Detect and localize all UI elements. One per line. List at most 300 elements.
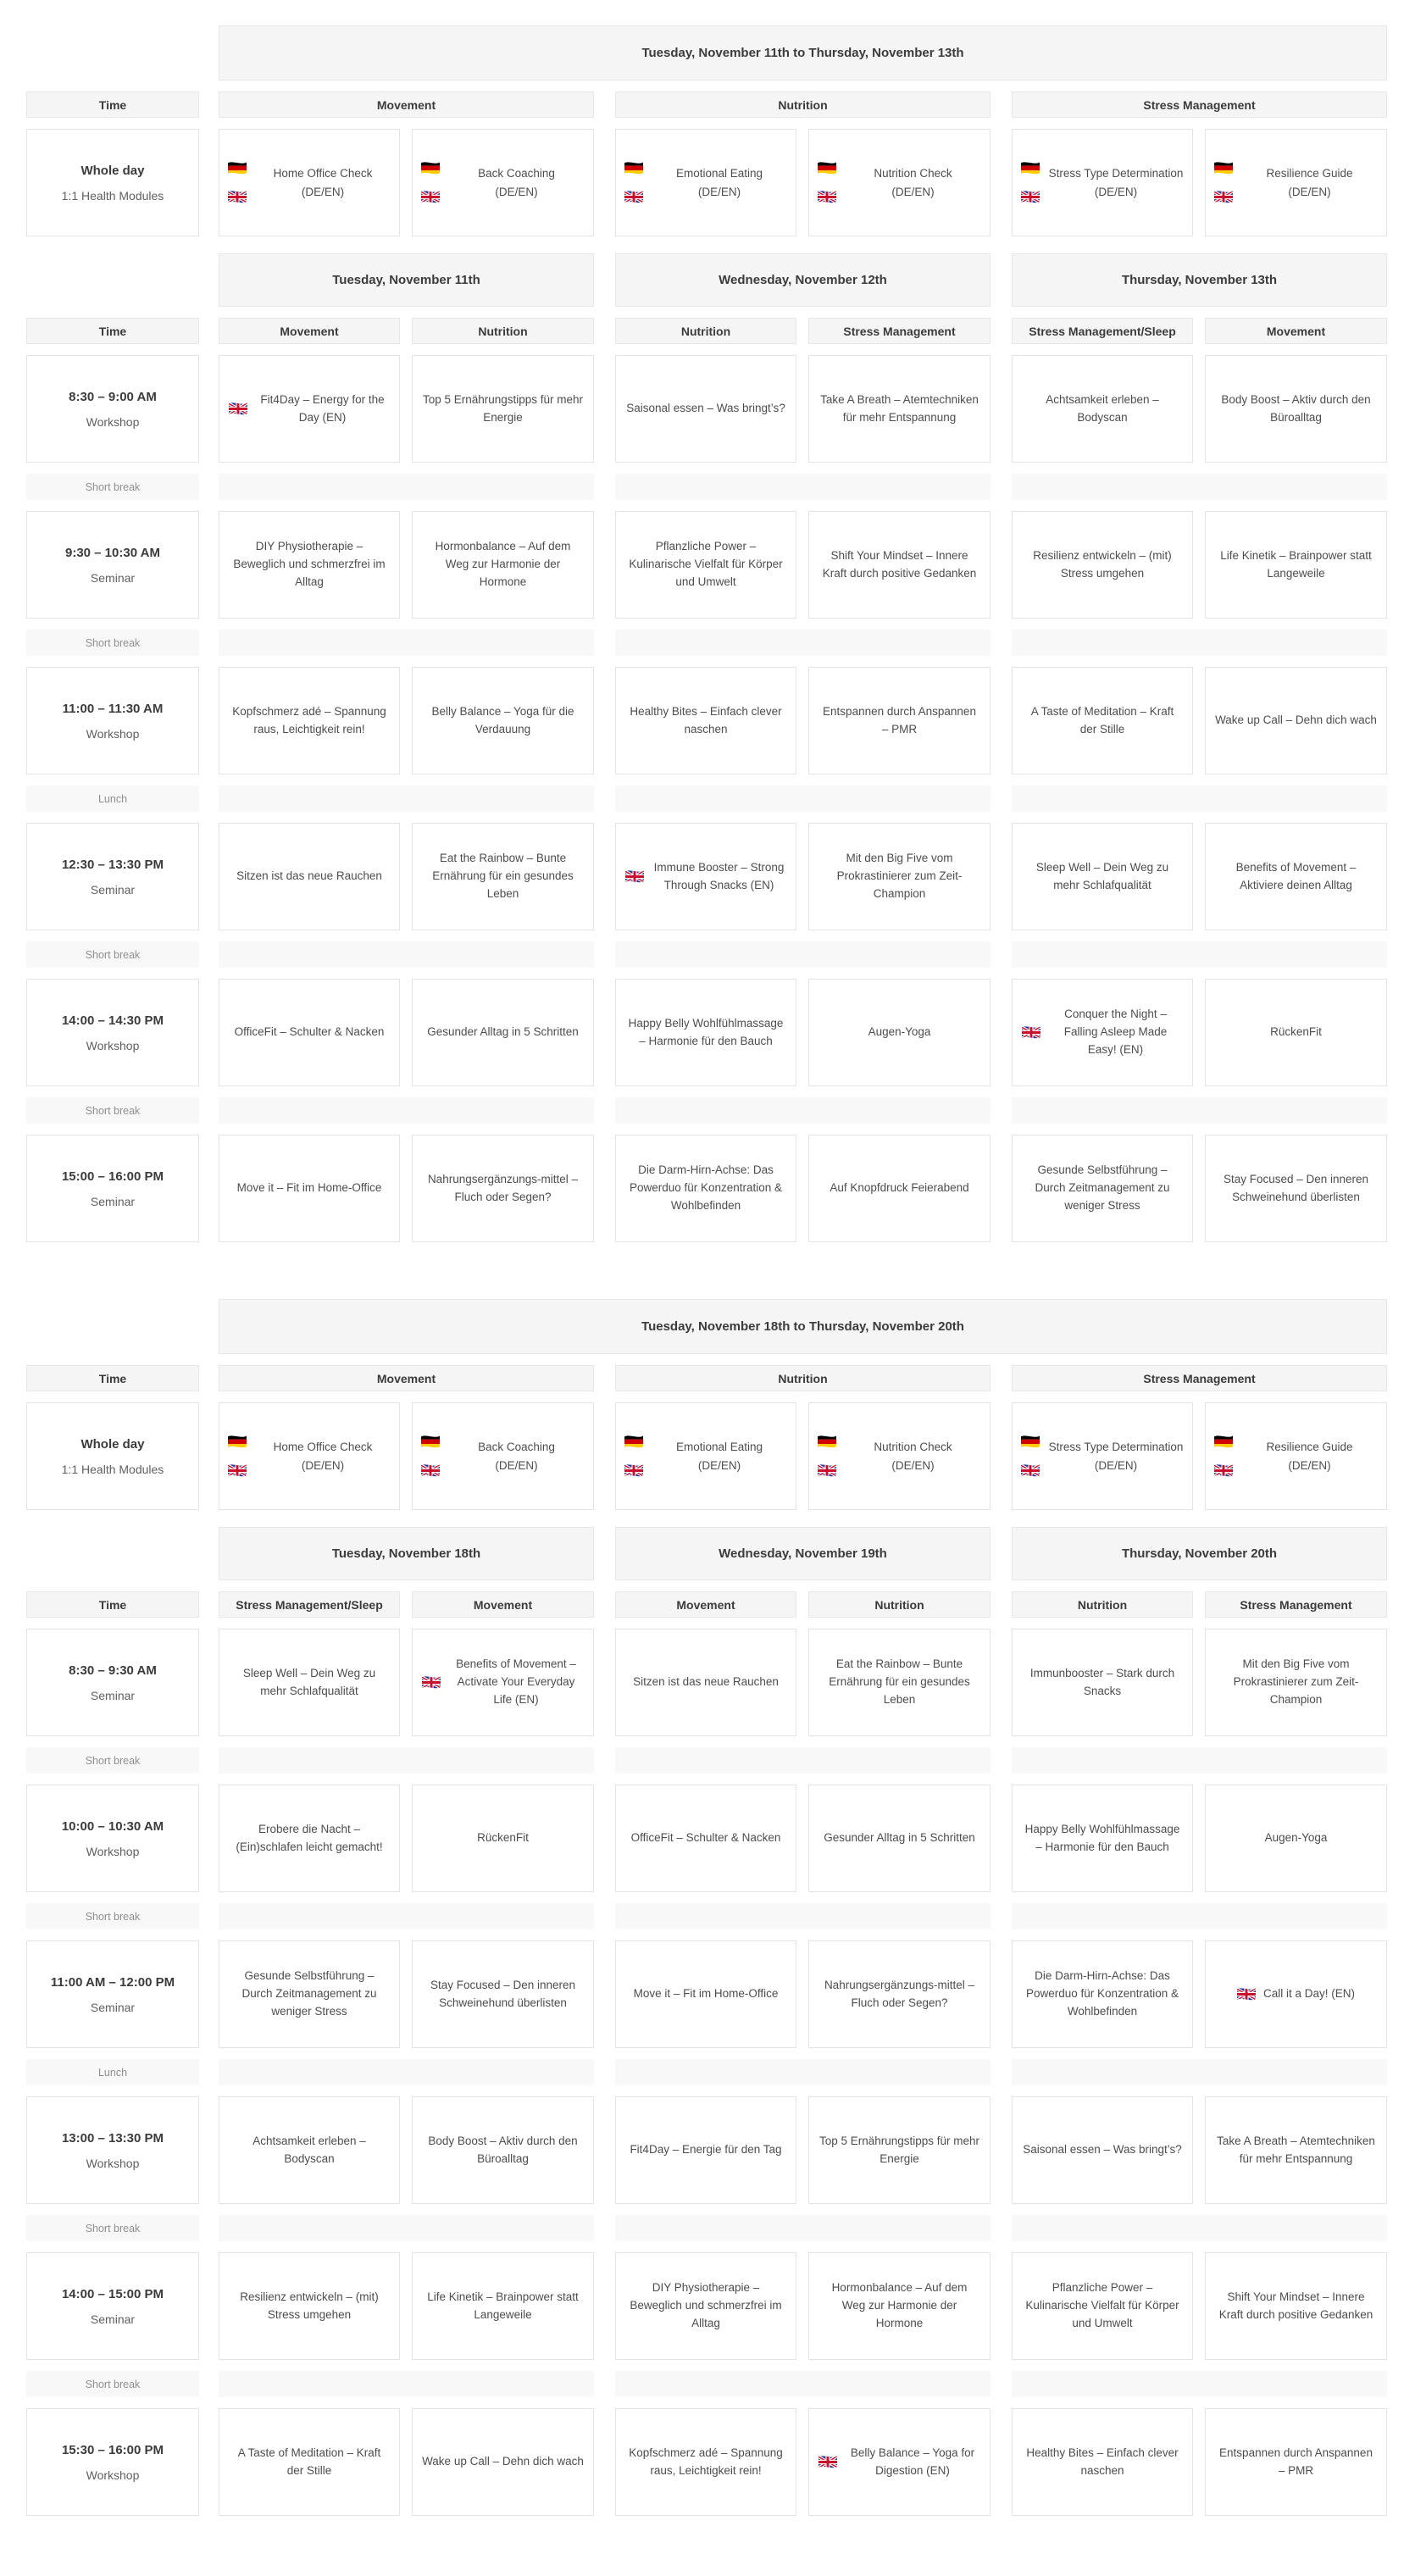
event-cell (412, 823, 594, 930)
time-cell (26, 1785, 199, 1892)
uk-flag-icon (421, 1463, 440, 1478)
break-row (26, 2215, 1388, 2241)
event-cell (1012, 2096, 1193, 2204)
module-cell (219, 129, 400, 236)
time-cell (26, 1940, 199, 2048)
german-flag-icon (421, 1435, 440, 1449)
whole-day-row (26, 129, 1388, 236)
uk-flag-icon (1237, 1987, 1256, 2001)
event-content (427, 1024, 579, 1041)
week-range-row (26, 1299, 1388, 1354)
module-label (652, 1438, 787, 1474)
event-title: Augen-Yoga (1264, 1831, 1328, 1845)
event-content (1237, 1985, 1355, 2003)
event-title: Top 5 Ernährungstipps für mehr Energie (818, 2134, 980, 2165)
week-range-row (26, 25, 1388, 80)
event-title: Augen-Yoga (868, 1025, 931, 1039)
break-label: Short break (85, 1104, 141, 1117)
event-title: Achtsamkeit erleben – Bodyscan (252, 2134, 366, 2165)
event-content (626, 400, 785, 418)
event-cell (412, 1785, 594, 1892)
time-label: 9:30 – 10:30 AM (64, 545, 160, 560)
break-bar (1012, 941, 1387, 968)
break-bar (615, 2215, 990, 2241)
event-title: OfficeFit – Schulter & Nacken (234, 1025, 385, 1039)
event-cell (412, 2096, 594, 2204)
break-row (26, 630, 1388, 656)
event-title: Pflanzliche Power – Kulinarische Vielfalt für Körper und Umwelt (629, 540, 783, 588)
module-cell (1012, 1402, 1193, 1510)
event-content (1215, 2289, 1377, 2324)
break-label-cell (26, 2371, 199, 2397)
event-cell (1205, 979, 1387, 1086)
break-bar (615, 474, 990, 500)
event-title: Saisonal essen – Was bringt’s? (626, 402, 785, 415)
event-title: Belly Balance – Yoga for Digestion (EN) (850, 2446, 975, 2477)
event-cell (1205, 1940, 1387, 2048)
event-content (235, 1024, 385, 1041)
uk-flag-icon (624, 1463, 643, 1478)
column-header: Movement (219, 318, 400, 344)
event-title: Belly Balance – Yoga für die Verdauung (431, 704, 574, 736)
module-title: Stress Type Determination (1048, 1440, 1184, 1453)
event-title: Fit4Day – Energy for the Day (EN) (260, 392, 385, 424)
event-title: Shift Your Mindset – Innere Kraft durch positive Gedanken (1218, 2290, 1373, 2321)
session-type-label: Workshop (86, 726, 140, 741)
event-cell (615, 2096, 796, 2204)
event-cell (1205, 2252, 1387, 2360)
uk-flag-icon (818, 2455, 837, 2469)
flag-column (421, 1435, 440, 1478)
event-cell (1012, 667, 1193, 774)
session-type-label: Workshop (86, 1844, 140, 1858)
german-flag-icon (421, 161, 440, 175)
flag-column (228, 1435, 247, 1478)
event-cell (412, 511, 594, 619)
break-bar (1012, 474, 1387, 500)
time-label: 10:00 – 10:30 AM (61, 1818, 164, 1834)
event-title: Stay Focused – Den inneren Schweinehund überlisten (1223, 1172, 1369, 1203)
event-cell (412, 667, 594, 774)
break-bar (615, 2059, 990, 2085)
break-bar (219, 474, 594, 500)
event-content (1215, 2445, 1377, 2480)
event-content (422, 850, 584, 903)
break-label-cell (26, 1097, 199, 1124)
event-title: Hormonbalance – Auf dem Weg zur Harmonie der Hormone (435, 540, 571, 588)
break-label-cell (26, 941, 199, 968)
module-label (1241, 1438, 1378, 1474)
event-content (422, 2133, 584, 2168)
event-cell (1205, 511, 1387, 619)
event-title: Fit4Day – Energie für den Tag (630, 2143, 782, 2157)
event-cell (1205, 2408, 1387, 2516)
column-header: Stress Management/Sleep (219, 1591, 400, 1618)
event-cell (219, 2408, 400, 2516)
week-schedule (26, 25, 1388, 1242)
event-cell (1205, 823, 1387, 930)
break-bar (615, 941, 990, 968)
event-title: Stay Focused – Den inneren Schweinehund überlisten (430, 1978, 576, 2009)
event-content (830, 1180, 968, 1197)
event-cell (1205, 2096, 1387, 2204)
break-bar (1012, 1097, 1387, 1124)
category-header-row (26, 92, 1388, 118)
column-header: Nutrition (412, 318, 594, 344)
event-title: Wake up Call – Dehn dich wach (1215, 713, 1377, 727)
event-cell (808, 823, 990, 930)
event-cell (412, 2252, 594, 2360)
module-title: Home Office Check (273, 1440, 373, 1453)
session-type-label: Seminar (90, 570, 136, 585)
event-cell (615, 1785, 796, 1892)
session-type-label: Workshop (86, 1038, 140, 1052)
break-row (26, 2371, 1388, 2397)
event-content (236, 868, 382, 886)
event-content (818, 1977, 980, 2012)
category-header: Movement (219, 92, 594, 118)
event-cell (1205, 1629, 1387, 1736)
event-content (229, 2445, 390, 2480)
module-title: Resilience Guide (1266, 1440, 1353, 1453)
event-title: Pflanzliche Power – Kulinarische Vielfalt für Körper und Umwelt (1025, 2281, 1179, 2329)
break-bar (1012, 1747, 1387, 1774)
event-content (818, 2445, 980, 2480)
category-header: Stress Management (1012, 92, 1387, 118)
module-label (255, 164, 391, 201)
module-title: Resilience Guide (1266, 166, 1353, 180)
module-language: (DE/EN) (301, 185, 345, 198)
german-flag-icon (1021, 1435, 1040, 1449)
module-title: Stress Type Determination (1048, 166, 1184, 180)
time-cell (26, 823, 199, 930)
event-cell (615, 511, 796, 619)
flag-column (228, 161, 247, 204)
module-language: (DE/EN) (891, 1458, 935, 1472)
time-label: 13:00 – 13:30 PM (61, 2130, 164, 2146)
uk-flag-icon (625, 869, 644, 884)
event-content (477, 1829, 529, 1847)
event-content (818, 1656, 980, 1709)
break-bar (219, 1747, 594, 1774)
module-cell (808, 129, 990, 236)
event-content (422, 538, 584, 591)
break-label: Short break (85, 1910, 141, 1923)
event-title: Hormonbalance – Auf dem Weg zur Harmonie der Hormone (831, 2281, 968, 2329)
event-title: Die Darm-Hirn-Achse: Das Powerduo für Konzentration & Wohlbefinden (1025, 1969, 1179, 2018)
event-content (422, 703, 584, 739)
day-header: Thursday, November 20th (1012, 1527, 1387, 1580)
german-flag-icon (1021, 161, 1040, 175)
break-label-cell (26, 1747, 199, 1774)
event-cell (412, 2408, 594, 2516)
event-title: Move it – Fit im Home-Office (633, 1987, 779, 2001)
event-content (818, 2133, 980, 2168)
german-flag-icon (228, 1435, 247, 1449)
event-title: Healthy Bites – Einfach clever naschen (1026, 2446, 1179, 2477)
break-label: Short break (85, 948, 141, 961)
event-title: Saisonal essen – Was bringt’s? (1023, 2143, 1182, 2157)
break-bar (1012, 630, 1387, 656)
event-title: Resilienz entwickeln – (mit) Stress umgehen (240, 2290, 379, 2321)
german-flag-icon (818, 1435, 836, 1449)
event-cell (615, 355, 796, 463)
time-label: 15:00 – 16:00 PM (61, 1169, 164, 1184)
session-type-label: Workshop (86, 414, 140, 429)
column-header: Stress Management/Sleep (1012, 318, 1193, 344)
break-bar (219, 1903, 594, 1929)
time-label: Whole day (80, 163, 145, 178)
category-header-row (26, 1365, 1388, 1391)
module-language: (DE/EN) (1288, 1458, 1331, 1472)
time-cell (26, 1629, 199, 1736)
event-content (229, 538, 390, 591)
event-title: Life Kinetik – Brainpower statt Langeweile (427, 2290, 579, 2321)
break-bar (1012, 2371, 1387, 2397)
break-label-cell (26, 2059, 199, 2085)
spacer (26, 1527, 219, 1580)
category-header: Stress Management (1012, 1365, 1387, 1391)
session-type-label: Seminar (90, 882, 136, 897)
event-title: Benefits of Movement – Activate Your Everyday Life (EN) (456, 1657, 576, 1706)
module-language: (DE/EN) (1288, 185, 1331, 198)
flag-column (1021, 1435, 1040, 1478)
event-title: Wake up Call – Dehn dich wach (422, 2455, 584, 2468)
module-label (652, 164, 787, 201)
event-content (818, 547, 980, 583)
event-title: Gesunde Selbstführung – Durch Zeitmanagement zu weniger Stress (1035, 1163, 1170, 1212)
event-title: Take A Breath – Atemtechniken für mehr Entspannung (820, 392, 979, 424)
event-content (1022, 1821, 1183, 1857)
time-header: Time (26, 1591, 199, 1618)
event-cell (1205, 1785, 1387, 1892)
session-row (26, 355, 1388, 463)
event-content (818, 391, 980, 427)
time-cell (26, 667, 199, 774)
event-content (422, 2453, 584, 2471)
event-content (1022, 2279, 1183, 2333)
event-title: Take A Breath – Atemtechniken für mehr Entspannung (1217, 2134, 1375, 2165)
flag-column (421, 161, 440, 204)
event-title: Sitzen ist das neue Rauchen (633, 1675, 779, 1689)
event-content (1022, 1006, 1183, 1059)
module-label (1241, 164, 1378, 201)
session-type-label: Seminar (90, 2000, 136, 2014)
event-title: RückenFit (477, 1831, 529, 1845)
time-label: 11:00 – 11:30 AM (62, 701, 164, 716)
event-title: Sitzen ist das neue Rauchen (236, 869, 382, 883)
module-title: Nutrition Check (874, 1440, 952, 1453)
module-label (448, 1438, 585, 1474)
day-header: Wednesday, November 19th (615, 1527, 990, 1580)
event-cell (1012, 823, 1193, 930)
break-row (26, 474, 1388, 500)
flag-column (1021, 161, 1040, 204)
day-header: Tuesday, November 18th (219, 1527, 594, 1580)
event-title: Die Darm-Hirn-Achse: Das Powerduo für Konzentration & Wohlbefinden (629, 1163, 783, 1212)
event-content (1022, 1665, 1183, 1701)
event-content (229, 2133, 390, 2168)
break-label: Short break (85, 2378, 141, 2390)
uk-flag-icon (1021, 1463, 1040, 1478)
time-header: Time (26, 92, 199, 118)
break-row (26, 1903, 1388, 1929)
session-row (26, 1135, 1388, 1242)
event-content (625, 1015, 786, 1051)
event-title: Auf Knopfdruck Feierabend (830, 1181, 969, 1195)
flag-column (818, 1435, 836, 1478)
event-content (1022, 547, 1183, 583)
break-row (26, 1097, 1388, 1124)
break-bar (615, 2371, 990, 2397)
break-label-cell (26, 630, 199, 656)
session-type-label: 1:1 Health Modules (61, 1462, 164, 1476)
break-label: Lunch (97, 2066, 128, 2079)
category-header: Nutrition (615, 92, 990, 118)
event-title: Happy Belly Wohlfühlmassage – Harmonie für den Bauch (1024, 1822, 1180, 1853)
break-bar (219, 941, 594, 968)
column-header: Nutrition (808, 1591, 990, 1618)
event-content (1270, 1024, 1322, 1041)
event-title: Kopfschmerz adé – Spannung raus, Leichtigkeit rein! (629, 2446, 783, 2477)
event-title: Immunbooster – Stark durch Snacks (1029, 1666, 1175, 1697)
break-bar (1012, 2215, 1387, 2241)
event-cell (219, 2096, 400, 2204)
module-label (845, 164, 981, 201)
event-title: Gesunder Alltag in 5 Schritten (824, 1831, 975, 1845)
event-cell (412, 979, 594, 1086)
event-content (1022, 391, 1183, 427)
event-title: A Taste of Meditation – Kraft der Stille (237, 2446, 381, 2477)
event-title: Entspannen durch Anspannen – PMR (823, 704, 976, 736)
german-flag-icon (228, 161, 247, 175)
event-cell (1012, 511, 1193, 619)
event-content (1215, 1171, 1377, 1207)
event-cell (615, 667, 796, 774)
event-cell (1205, 1135, 1387, 1242)
event-title: DIY Physiotherapie – Beweglich und schmerzfrei im Alltag (630, 2281, 782, 2329)
module-language: (DE/EN) (301, 1458, 345, 1472)
break-row (26, 786, 1388, 812)
column-header-row (26, 318, 1388, 344)
event-cell (808, 979, 990, 1086)
column-header: Movement (1205, 318, 1387, 344)
event-content (634, 1985, 779, 2003)
module-title: Emotional Eating (675, 1440, 763, 1453)
session-row (26, 1785, 1388, 1892)
event-content (625, 859, 786, 895)
module-title: Nutrition Check (874, 166, 952, 180)
event-cell (808, 2252, 990, 2360)
event-cell (615, 2252, 796, 2360)
break-row (26, 2059, 1388, 2085)
break-label: Short break (85, 1754, 141, 1767)
break-label: Short break (85, 2222, 141, 2235)
break-label: Short break (85, 636, 141, 649)
event-content (1022, 703, 1183, 739)
module-language: (DE/EN) (495, 185, 538, 198)
time-cell (26, 511, 199, 619)
time-header: Time (26, 318, 199, 344)
break-bar (1012, 786, 1387, 812)
break-label-cell (26, 2215, 199, 2241)
event-content (237, 1180, 382, 1197)
time-label: 8:30 – 9:00 AM (69, 389, 157, 404)
session-row (26, 2252, 1388, 2360)
break-label-cell (26, 1903, 199, 1929)
event-title: Eat the Rainbow – Bunte Ernährung für ein gesundes Leben (432, 852, 574, 900)
module-cell (412, 1402, 594, 1510)
break-bar (219, 630, 594, 656)
category-header: Movement (219, 1365, 594, 1391)
event-cell (808, 511, 990, 619)
uk-flag-icon (228, 190, 247, 204)
event-cell (219, 1135, 400, 1242)
break-bar (1012, 1903, 1387, 1929)
break-bar (615, 1903, 990, 1929)
flag-column (818, 161, 836, 204)
event-content (1022, 1162, 1183, 1215)
event-cell (1012, 979, 1193, 1086)
column-header: Movement (412, 1591, 594, 1618)
event-content (868, 1024, 931, 1041)
time-label: 12:30 – 13:30 PM (61, 857, 164, 872)
event-title: A Taste of Meditation – Kraft der Stille (1030, 704, 1174, 736)
event-content (422, 2289, 584, 2324)
session-row (26, 2408, 1388, 2516)
break-bar (615, 1097, 990, 1124)
event-title: Gesunde Selbstführung – Durch Zeitmanagement zu weniger Stress (241, 1969, 377, 2018)
day-header-row (26, 1527, 1388, 1580)
event-title: Move it – Fit im Home-Office (236, 1181, 382, 1195)
event-cell (1012, 1629, 1193, 1736)
uk-flag-icon (422, 1675, 441, 1690)
event-content (824, 1829, 975, 1847)
break-bar (1012, 2059, 1387, 2085)
session-type-label: 1:1 Health Modules (61, 188, 164, 203)
break-bar (219, 2059, 594, 2085)
session-type-label: Workshop (86, 2468, 140, 2482)
event-title: Body Boost – Aktiv durch den Büroalltag (428, 2134, 578, 2165)
week-schedule (26, 1299, 1388, 2516)
session-type-label: Seminar (90, 1688, 136, 1702)
event-content (229, 1821, 390, 1857)
event-content (229, 391, 390, 427)
module-title: Back Coaching (478, 1440, 555, 1453)
flag-column (624, 1435, 643, 1478)
session-row (26, 667, 1388, 774)
event-content (229, 1665, 390, 1701)
break-bar (219, 1097, 594, 1124)
module-label (845, 1438, 981, 1474)
event-title: Nahrungsergänzungs-mittel – Fluch oder Segen? (824, 1978, 975, 2009)
event-cell (808, 1135, 990, 1242)
spacer (26, 25, 219, 80)
uk-flag-icon (624, 190, 643, 204)
uk-flag-icon (818, 190, 836, 204)
flag-column (1214, 1435, 1233, 1478)
time-cell (26, 129, 199, 236)
event-content (631, 1829, 781, 1847)
event-title: OfficeFit – Schulter & Nacken (630, 1831, 781, 1845)
event-content (422, 1656, 584, 1709)
event-cell (219, 1629, 400, 1736)
event-cell (1012, 355, 1193, 463)
break-bar (615, 786, 990, 812)
session-row (26, 1629, 1388, 1736)
session-row (26, 823, 1388, 930)
german-flag-icon (1214, 1435, 1233, 1449)
